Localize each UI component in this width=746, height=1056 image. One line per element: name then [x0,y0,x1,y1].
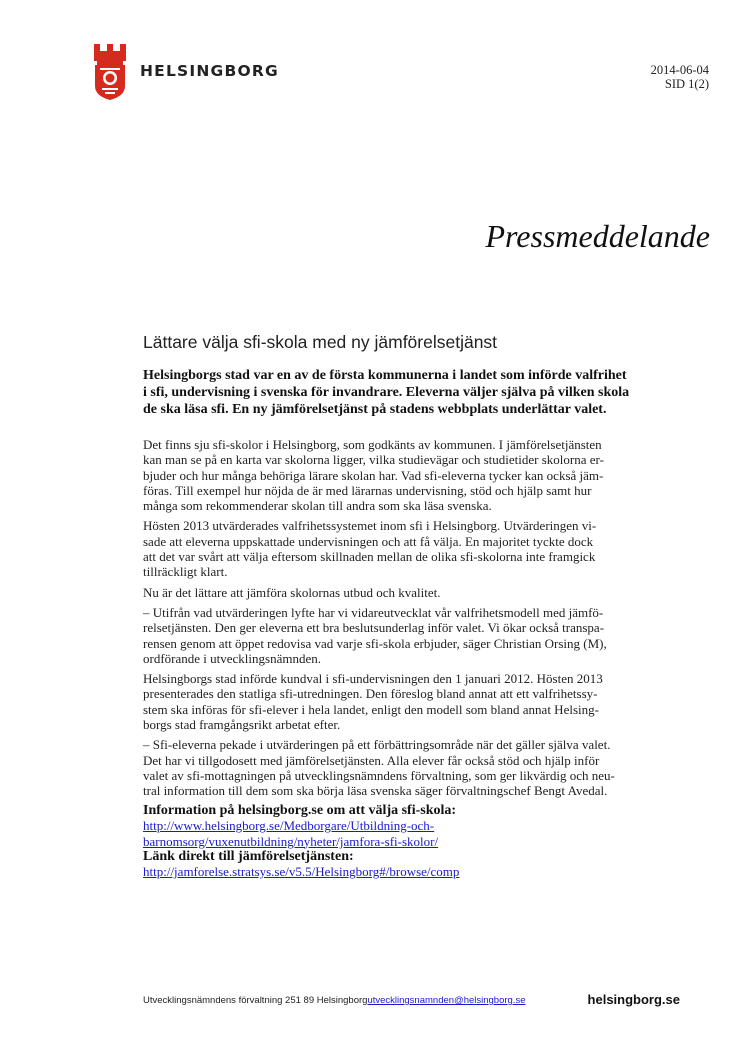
body-paragraph [143,518,628,579]
body-line: relsetjänsten. Den ger eleverna ett bra beslutsunderlag inför valet. Vi ökar också transpa- [143,620,605,636]
body-line: – Sfi-eleverna pekade i utvärderingen på ett förbättringsområde när det gäller själva valet. [143,737,611,753]
body-line: borgs stad framgångsrikt arbetat efter. [143,717,341,733]
document-date: 2014-06-04 [650,63,709,77]
body-line: tral information till dem som ska börja läsa svenska säger förvaltningschef Bengt Avedal. [143,783,608,799]
body-line: valet av sfi-mottagningen på utvecklingsnämndens förvaltning, som ger likvärdig och neu- [143,767,615,783]
body-line: kan man se på en karta var skolorna ligger, vilka studievägar och studietider skolorna er- [143,452,604,468]
lead-paragraph [143,367,630,418]
lead-line: de ska läsa sfi. En ny jämförelsetjänst på stadens webbplats underlättar valet. [143,402,607,417]
footer-address-text: Utvecklingsnämndens förvaltning 251 89 Helsingborg [143,995,368,1006]
body-line: tillräckligt klart. [143,564,228,580]
info-link-line[interactable]: http://www.helsingborg.se/Medborgare/Utbildning-och- [143,818,435,834]
page-number: SID 1(2) [664,77,709,91]
comparison-service-heading: Länk direkt till jämförelsetjänsten: [143,848,354,864]
footer-email-link[interactable]: utvecklingsnamnden@helsingborg.se [367,995,526,1006]
body-line: bjuder och hur många behöriga lärare skolan har. Vad sfi-eleverna tycker kan också jäm- [143,467,604,483]
body-line: sade att eleverna uppskattade undervisningen och att få välja. En majoritet tyckte dock [143,533,594,549]
comparison-service-link[interactable]: http://jamforelse.stratsys.se/v5.5/Helsingborg#/browse/comp [143,864,460,880]
body-line: stem ska införas för sfi-elever i hela landet, enligt den modell som bland annat Helsing- [143,701,599,717]
body-line: Det finns sju sfi-skolor i Helsingborg, som godkänts av kommunen. I jämförelsetjänsten [143,437,602,452]
body-line: – Utifrån vad utvärderingen lyfte har vi vidareutvecklat vår valfrihetsmodell med jämfö- [143,604,604,620]
body-paragraph [143,605,628,666]
body-paragraph [143,437,628,513]
body-line: Helsingborgs stad införde kundval i sfi-undervisningen den 1 januari 2012. Hösten 2013 [143,671,603,687]
body-line: Det har vi tillgodosett med jämförelsetjänsten. Alla elever får också stöd och hjälp inför [143,752,600,768]
body-line: ordförande i utvecklingsnämnden. [143,650,321,666]
body-line: föras. Till exempel hur nöjda de är med lärarnas undervisning, stöd och hjälp samt hur [143,482,592,498]
info-links [143,803,623,879]
body-line: att det var svårt att välja eftersom skillnaden mellan de olika sfi-skolorna inte framgick [143,549,596,565]
brand-name: HELSINGBORG [140,62,279,80]
document-meta [651,63,709,91]
press-release-headline: Lättare välja sfi-skola med ny jämförelsetjänst [143,332,498,352]
body-line: Hösten 2013 utvärderades valfrihetssystemet inom sfi i Helsingborg. Utvärderingen vi- [143,518,597,534]
lead-line: Helsingborgs stad var en av de första kommunerna i landet som införde valfrihet [143,368,627,383]
info-heading: Information på helsingborg.se om att välja sfi-skola: [143,803,457,818]
body-paragraph [143,585,628,600]
body-paragraph [143,737,628,798]
body-line: presenterades den statliga sfi-utredningen. Den föreslog bland annat att ett valfrihetssy- [143,686,598,702]
info-link-line[interactable]: barnomsorg/vuxenutbildning/nyheter/jamfora-sfi-skolor/ [143,833,439,849]
helsingborg-crest-logo [92,44,128,100]
footer-website: helsingborg.se [587,992,680,1007]
body-paragraph [143,671,628,732]
document-type-title: Pressmeddelande [485,218,710,254]
body-line: Nu är det lättare att jämföra skolornas utbud och kvalitet. [143,584,441,600]
footer-address [143,995,525,1006]
lead-line: i sfi, undervisning i svenska för invandrare. Eleverna väljer själva på vilken skola [143,385,630,400]
body-text [143,437,628,804]
body-line: rensen genom att öppet redovisa vad varje sfi-skola erbjuder, säger Christian Orsing (M), [143,635,607,651]
body-line: många som rekommenderar skolan till andra som ska läsa svenska. [143,498,492,514]
